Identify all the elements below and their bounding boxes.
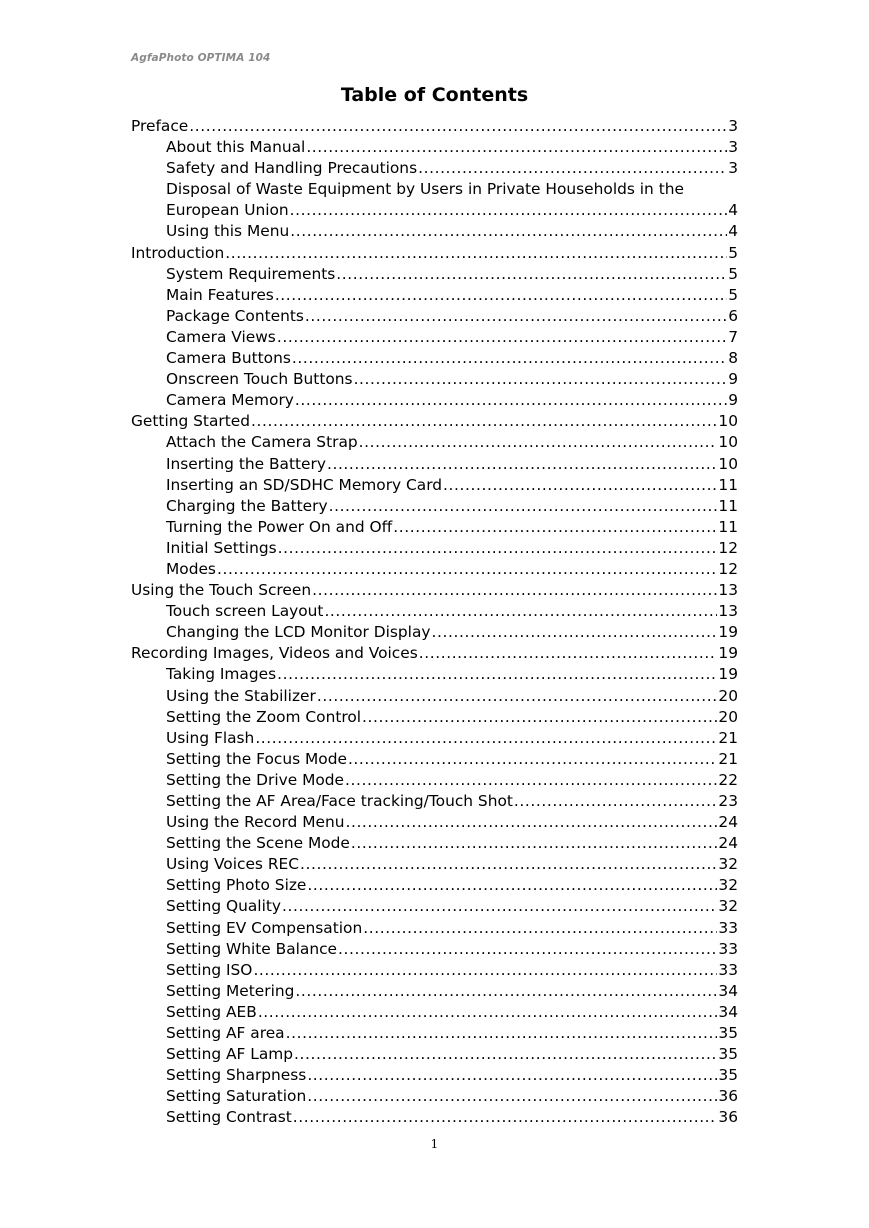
toc-entry-label: Inserting the Battery bbox=[166, 454, 326, 473]
page-number: 1 bbox=[430, 1137, 439, 1151]
toc-entry-page-number: 33 bbox=[718, 939, 738, 958]
toc-entry-label: Camera Views bbox=[166, 327, 276, 346]
toc-entry-label: Setting the Zoom Control bbox=[166, 707, 362, 726]
toc-entry-page-number: 32 bbox=[718, 876, 738, 895]
dot-leader bbox=[253, 960, 717, 981]
toc-entry[interactable] bbox=[131, 770, 738, 791]
toc-entry-page-number: 20 bbox=[718, 707, 738, 726]
toc-entry[interactable] bbox=[131, 686, 738, 707]
toc-entry-label: Setting Sharpness bbox=[166, 1066, 307, 1085]
toc-entry-page-number: 10 bbox=[718, 412, 738, 431]
toc-entry-page-number: 13 bbox=[718, 581, 738, 600]
toc-entry-page-number: 20 bbox=[718, 686, 738, 705]
toc-entry-page-number: 35 bbox=[718, 1045, 738, 1064]
toc-entry-page-number: 36 bbox=[718, 1108, 738, 1127]
toc-entry-page-number: 32 bbox=[718, 897, 738, 916]
toc-entry[interactable] bbox=[131, 854, 738, 875]
dot-leader bbox=[345, 770, 717, 791]
toc-entry-label: Disposal of Waste Equipment by Users in Private Households in the bbox=[166, 180, 684, 199]
dot-leader bbox=[336, 264, 727, 285]
toc-entry-label: Getting Started bbox=[131, 412, 250, 431]
dot-leader bbox=[354, 369, 728, 390]
toc-entry[interactable] bbox=[131, 918, 738, 939]
dot-leader bbox=[306, 137, 727, 158]
toc-entry-page-number: 9 bbox=[728, 391, 738, 410]
toc-entry-page-number: 33 bbox=[718, 918, 738, 937]
toc-entry-label: Changing the LCD Monitor Display bbox=[166, 623, 431, 642]
toc-entry-label: Initial Settings bbox=[166, 538, 277, 557]
toc-entry-label: Camera Buttons bbox=[166, 349, 291, 368]
toc-entry-page-number: 3 bbox=[728, 159, 738, 178]
toc-entry-page-number: 19 bbox=[718, 644, 738, 663]
toc-entry-page-number: 11 bbox=[718, 475, 738, 494]
toc-entry[interactable] bbox=[131, 707, 738, 728]
dot-leader bbox=[286, 1023, 718, 1044]
toc-entry-label: European Union bbox=[166, 201, 289, 220]
toc-entry-page-number: 36 bbox=[718, 1087, 738, 1106]
toc-entry-label: Attach the Camera Strap bbox=[166, 433, 358, 452]
toc-entry[interactable] bbox=[131, 200, 738, 221]
toc-entry-page-number: 12 bbox=[718, 559, 738, 578]
toc-entry-label: Turning the Power On and Off bbox=[166, 517, 393, 536]
toc-entry[interactable] bbox=[131, 601, 738, 622]
toc-entry-label: Introduction bbox=[131, 243, 225, 262]
toc-entry[interactable] bbox=[131, 390, 738, 411]
toc-entry-label: Setting AF Lamp bbox=[166, 1045, 294, 1064]
dot-leader bbox=[317, 686, 718, 707]
toc-entry-label: Touch screen Layout bbox=[166, 602, 324, 621]
toc-entry-label: Safety and Handling Precautions bbox=[166, 159, 418, 178]
toc-entry[interactable] bbox=[131, 475, 738, 496]
dot-leader bbox=[307, 1065, 717, 1086]
toc-entry-label: Package Contents bbox=[166, 306, 304, 325]
toc-entry-label: Setting the Focus Mode bbox=[166, 749, 347, 768]
dot-leader bbox=[307, 1086, 717, 1107]
dot-leader bbox=[295, 981, 717, 1002]
dot-leader bbox=[305, 306, 727, 327]
toc-entry[interactable] bbox=[131, 559, 738, 580]
toc-entry-label: Setting AF area bbox=[166, 1024, 285, 1043]
toc-entry-label: Using this Menu bbox=[166, 222, 290, 241]
toc-entry-label: Taking Images bbox=[166, 665, 277, 684]
dot-leader bbox=[278, 538, 718, 559]
dot-leader bbox=[307, 875, 717, 896]
toc-entry[interactable] bbox=[131, 960, 738, 981]
toc-entry[interactable] bbox=[131, 981, 738, 1002]
toc-entry-label: Setting Quality bbox=[166, 897, 281, 916]
toc-entry[interactable] bbox=[131, 348, 738, 369]
toc-entry-page-number: 19 bbox=[718, 623, 738, 642]
dot-leader bbox=[258, 1002, 718, 1023]
toc-entry[interactable] bbox=[131, 749, 738, 770]
toc-entry-label: Using Voices REC bbox=[166, 855, 300, 874]
toc-entry-label: Setting Saturation bbox=[166, 1087, 307, 1106]
toc-entry-label: Recording Images, Videos and Voices bbox=[131, 644, 418, 663]
toc-entry[interactable] bbox=[131, 221, 738, 242]
toc-entry-page-number: 11 bbox=[718, 496, 738, 515]
dot-leader bbox=[277, 664, 717, 685]
toc-entry[interactable] bbox=[131, 580, 738, 601]
dot-leader bbox=[225, 243, 727, 264]
toc-entry[interactable] bbox=[131, 1044, 738, 1065]
toc-entry[interactable] bbox=[131, 116, 738, 137]
dot-leader bbox=[295, 390, 727, 411]
toc-entry[interactable] bbox=[131, 327, 738, 348]
toc-entry-page-number: 4 bbox=[728, 222, 738, 241]
toc-entry-page-number: 5 bbox=[728, 285, 738, 304]
toc-entry-page-number: 33 bbox=[718, 960, 738, 979]
toc-entry[interactable] bbox=[131, 179, 738, 200]
dot-leader bbox=[419, 643, 718, 664]
toc-entry[interactable] bbox=[131, 833, 738, 854]
toc-entry-label: Modes bbox=[166, 559, 216, 578]
toc-entry-label: Setting the AF Area/Face tracking/Touch Shot bbox=[166, 792, 513, 810]
toc-entry-page-number: 35 bbox=[718, 1066, 738, 1085]
toc-entry-label: Setting Contrast bbox=[166, 1108, 292, 1127]
dot-leader bbox=[338, 939, 717, 960]
toc-entry-label: Camera Memory bbox=[166, 391, 294, 410]
dot-leader bbox=[329, 496, 718, 517]
toc-entry[interactable] bbox=[131, 306, 738, 327]
toc-entry[interactable] bbox=[131, 643, 738, 664]
toc-entry[interactable] bbox=[131, 791, 738, 812]
dot-leader bbox=[362, 707, 717, 728]
dot-leader bbox=[292, 348, 727, 369]
toc-entry-page-number: 23 bbox=[718, 792, 738, 810]
toc-entry-label: Inserting an SD/SDHC Memory Card bbox=[166, 475, 443, 494]
dot-leader bbox=[351, 833, 718, 854]
toc-entry[interactable] bbox=[131, 285, 738, 306]
toc-entry[interactable] bbox=[131, 622, 738, 643]
toc-entry-page-number: 21 bbox=[718, 728, 738, 747]
toc-entry-page-number: 24 bbox=[718, 813, 738, 832]
dot-leader bbox=[217, 559, 717, 580]
toc-entry-page-number: 9 bbox=[728, 370, 738, 389]
toc-entry[interactable] bbox=[131, 1107, 738, 1128]
toc-entry-page-number: 5 bbox=[728, 243, 738, 262]
toc-entry[interactable] bbox=[131, 728, 738, 749]
toc-entry[interactable] bbox=[131, 411, 738, 432]
toc-entry-label: Setting AEB bbox=[166, 1002, 257, 1021]
toc-entry-label: Setting EV Compensation bbox=[166, 918, 363, 937]
dot-leader bbox=[293, 1107, 718, 1128]
toc-entry-label: Using Flash bbox=[166, 728, 255, 747]
toc-entry-label: Main Features bbox=[166, 285, 274, 304]
toc-entry[interactable] bbox=[131, 812, 738, 833]
toc-entry-label: Using the Stabilizer bbox=[166, 686, 316, 705]
toc-entry-page-number: 12 bbox=[718, 538, 738, 557]
toc-entry-label: Using the Record Menu bbox=[166, 813, 345, 832]
toc-entry-label: System Requirements bbox=[166, 264, 336, 283]
toc-entry[interactable] bbox=[131, 1065, 738, 1086]
dot-leader bbox=[363, 918, 717, 939]
toc-entry-page-number: 34 bbox=[718, 981, 738, 1000]
toc-entry-page-number: 5 bbox=[728, 264, 738, 283]
toc-entry[interactable] bbox=[131, 432, 738, 453]
dot-leader bbox=[432, 622, 718, 643]
toc-entry-label: Setting the Scene Mode bbox=[166, 834, 350, 853]
toc-entry-label: Setting Metering bbox=[166, 981, 295, 1000]
toc-entry-page-number: 22 bbox=[718, 770, 738, 789]
dot-leader bbox=[443, 475, 717, 496]
toc-entry-label: Preface bbox=[131, 117, 189, 135]
dot-leader bbox=[290, 221, 727, 242]
dot-leader bbox=[300, 854, 717, 875]
dot-leader bbox=[294, 1044, 717, 1065]
toc-entry-label: Charging the Battery bbox=[166, 496, 328, 515]
toc-entry-page-number: 32 bbox=[718, 855, 738, 874]
dot-leader bbox=[277, 327, 727, 348]
toc-entry-page-number: 10 bbox=[718, 433, 738, 452]
toc-entry[interactable] bbox=[131, 454, 738, 475]
toc-entry-label: Setting Photo Size bbox=[166, 876, 307, 895]
toc-entry-page-number: 6 bbox=[728, 306, 738, 325]
toc-entry-page-number: 4 bbox=[728, 201, 738, 220]
toc-entry[interactable] bbox=[131, 1002, 738, 1023]
toc-entry[interactable] bbox=[131, 517, 738, 538]
toc-entry-label: Setting ISO bbox=[166, 960, 253, 979]
toc-entry-page-number: 21 bbox=[718, 749, 738, 768]
toc-entry[interactable] bbox=[131, 243, 738, 264]
dot-leader bbox=[348, 749, 717, 770]
toc-entry-page-number: 19 bbox=[718, 665, 738, 684]
toc-entry-page-number: 13 bbox=[718, 602, 738, 621]
toc-entry-page-number: 3 bbox=[728, 138, 738, 157]
toc-entry[interactable] bbox=[131, 875, 738, 896]
toc-entry-label: Setting the Drive Mode bbox=[166, 770, 345, 789]
toc-entry-page-number: 10 bbox=[718, 454, 738, 473]
toc-entry[interactable] bbox=[131, 896, 738, 917]
toc-entry-page-number: 24 bbox=[718, 834, 738, 853]
toc-entry-page-number: 8 bbox=[728, 349, 738, 368]
dot-leader bbox=[251, 411, 717, 432]
toc-entry-label: Using the Touch Screen bbox=[131, 581, 312, 600]
page-title: Table of Contents bbox=[340, 84, 529, 106]
dot-leader bbox=[418, 158, 727, 179]
dot-leader bbox=[345, 812, 717, 833]
toc-entry[interactable] bbox=[131, 939, 738, 960]
running-header: AgfaPhoto OPTIMA 104 bbox=[131, 52, 271, 64]
toc-entry-page-number: 7 bbox=[728, 327, 738, 346]
dot-leader bbox=[282, 896, 717, 917]
toc-entry[interactable] bbox=[131, 264, 738, 285]
toc-entry-page-number: 3 bbox=[728, 117, 738, 135]
toc-entry[interactable] bbox=[131, 137, 738, 158]
dot-leader bbox=[255, 728, 717, 749]
dot-leader bbox=[275, 285, 727, 306]
toc-entry[interactable] bbox=[131, 538, 738, 559]
toc-entry[interactable] bbox=[131, 158, 738, 179]
toc-entry-page-number: 11 bbox=[718, 517, 738, 536]
toc-entry-page-number: 35 bbox=[718, 1024, 738, 1043]
toc-entry[interactable] bbox=[131, 1023, 738, 1044]
dot-leader bbox=[359, 432, 718, 453]
toc-entry[interactable] bbox=[131, 369, 738, 390]
toc-entry-page-number: 34 bbox=[718, 1002, 738, 1021]
toc-entry[interactable] bbox=[131, 1086, 738, 1107]
dot-leader bbox=[189, 116, 727, 137]
dot-leader bbox=[393, 517, 717, 538]
dot-leader bbox=[327, 454, 717, 475]
table-of-contents bbox=[131, 116, 738, 1129]
toc-entry-label: Setting White Balance bbox=[166, 939, 338, 958]
dot-leader bbox=[290, 200, 728, 221]
dot-leader bbox=[514, 791, 717, 812]
toc-entry-label: Onscreen Touch Buttons bbox=[166, 370, 353, 389]
toc-entry-label: About this Manual bbox=[166, 138, 306, 157]
toc-entry[interactable] bbox=[131, 496, 738, 517]
dot-leader bbox=[312, 580, 717, 601]
dot-leader bbox=[324, 601, 717, 622]
toc-entry[interactable] bbox=[131, 664, 738, 685]
